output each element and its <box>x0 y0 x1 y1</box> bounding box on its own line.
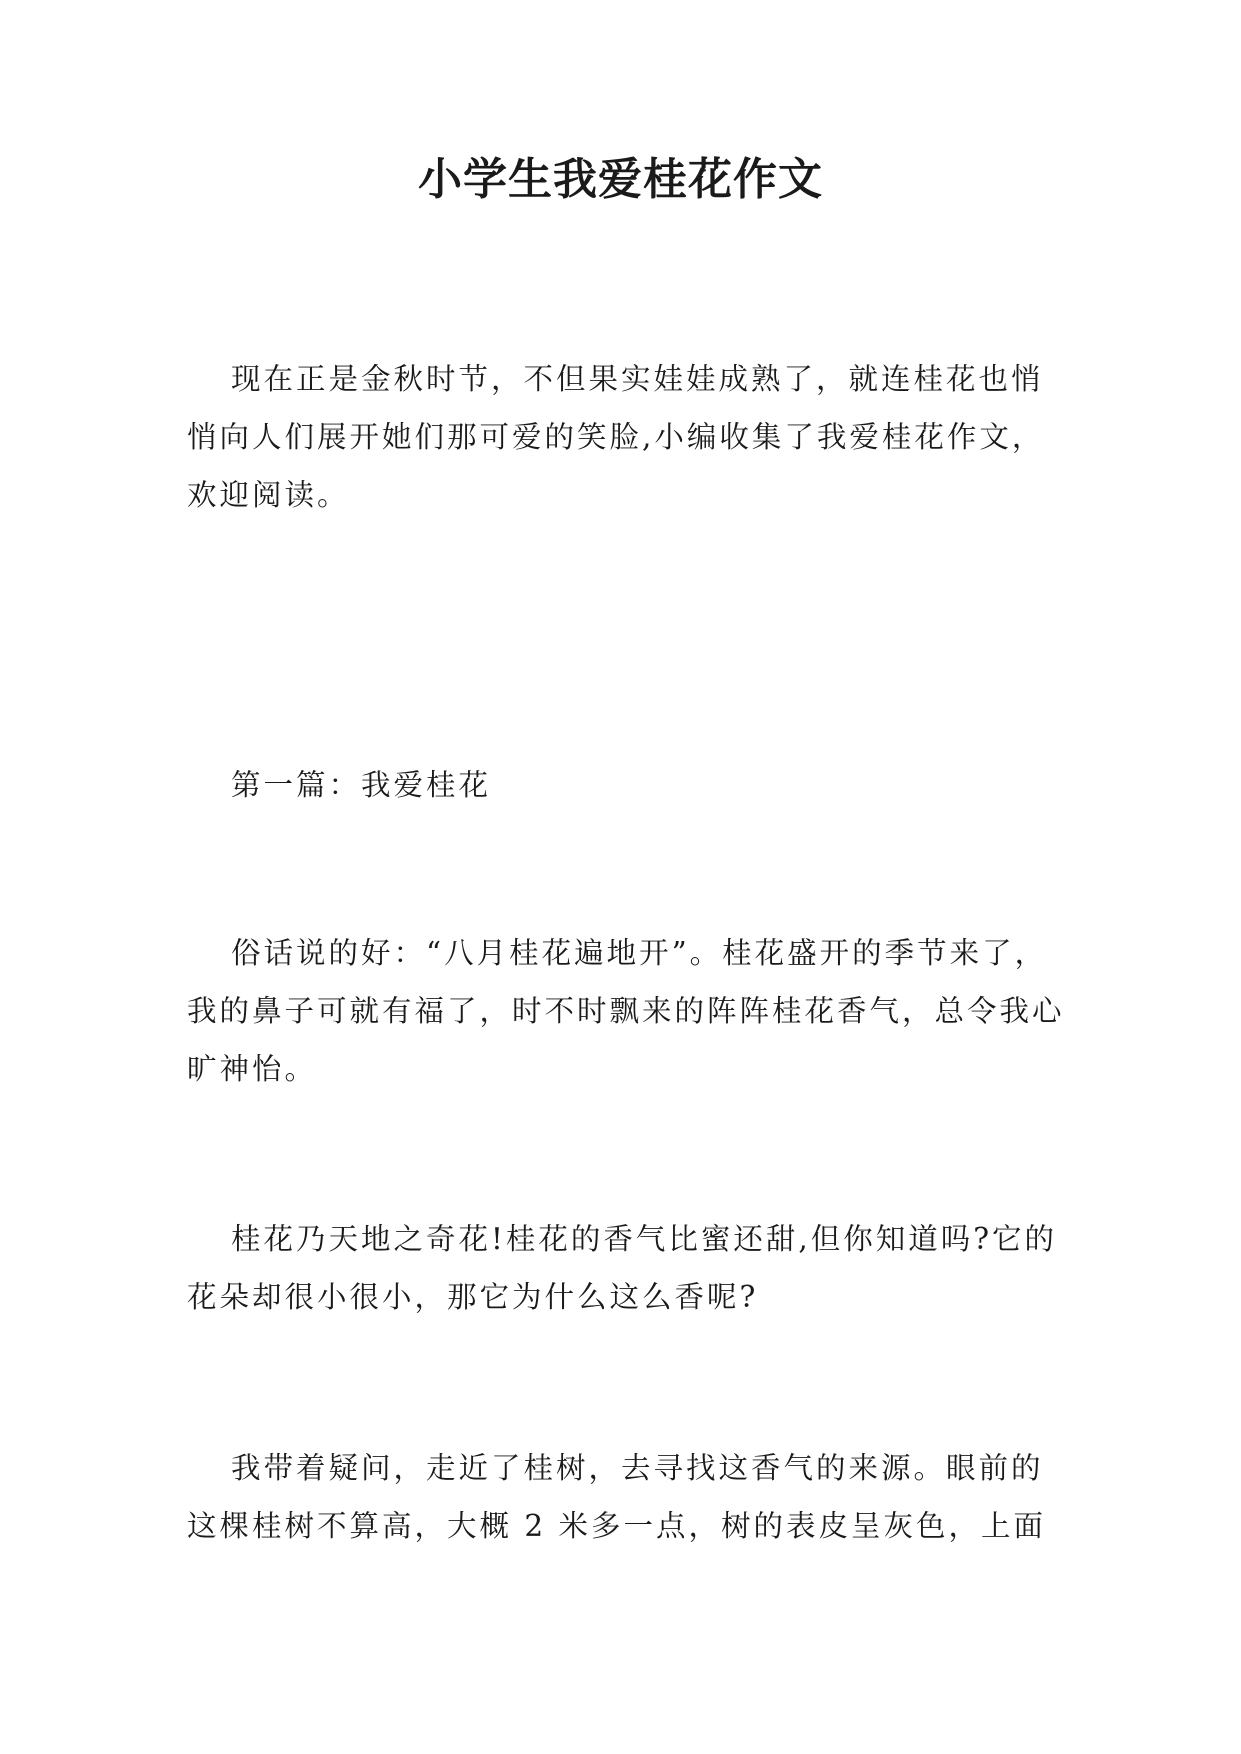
body-paragraph: 桂花乃天地之奇花!桂花的香气比蜜还甜,但你知道吗?它的花朵却很小很小，那它为什么这么香呢? <box>187 1222 1058 1314</box>
body-paragraph: 我带着疑问，走近了桂树，去寻找这香气的来源。眼前的这棵桂树不算高，大概 2 米多一点，树的表皮呈灰色，上面 <box>187 1451 1047 1543</box>
body-paragraph: 俗话说的好：“八月桂花遍地开”。桂花盛开的季节来了，我的鼻子可就有福了，时不时飘来的阵阵桂花香气，总令我心旷神怡。 <box>187 936 1065 1086</box>
document-title: 小学生我爱桂花作文 <box>418 154 823 205</box>
intro-paragraph: 现在正是金秋时节，不但果实娃娃成熟了，就连桂花也悄悄向人们展开她们那可爱的笑脸,小编收集了我爱桂花作文，欢迎阅读。 <box>187 362 1045 512</box>
section-heading: 第一篇：我爱桂花 <box>231 768 492 802</box>
